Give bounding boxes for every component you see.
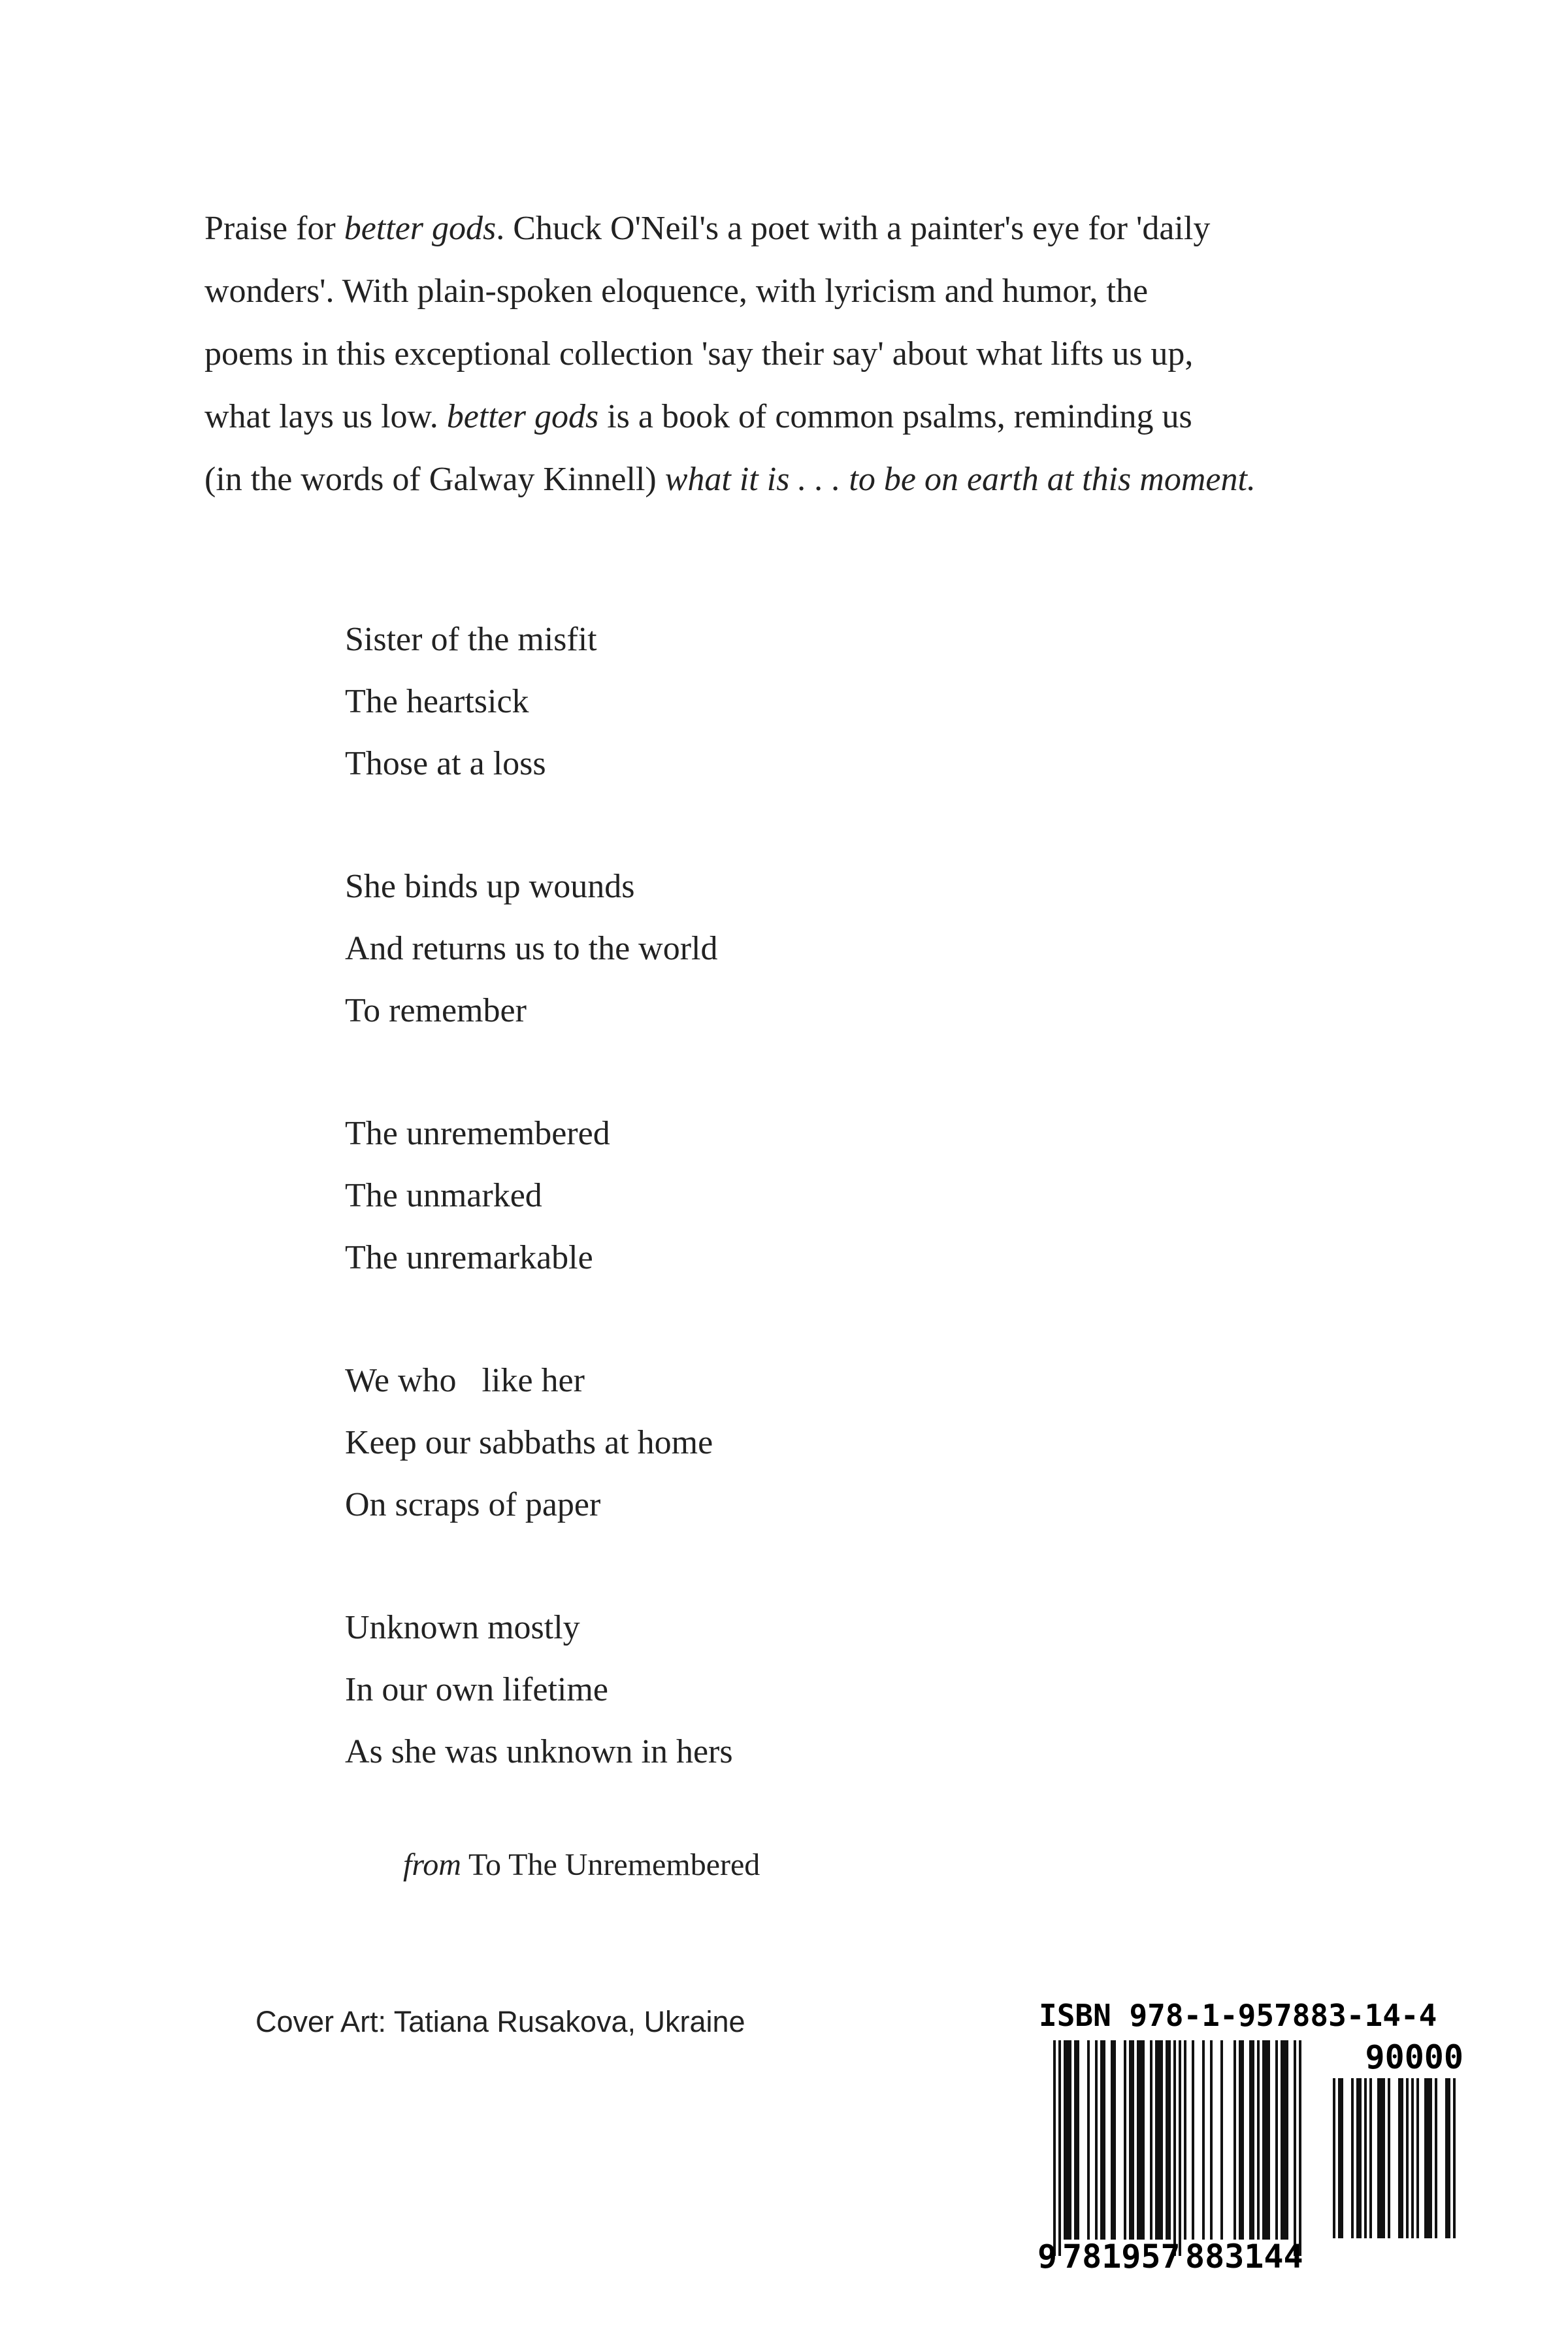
barcode-bar — [1210, 2040, 1213, 2240]
barcode-bar — [1233, 2040, 1236, 2240]
barcode-bar — [1338, 2078, 1341, 2238]
barcode-bar — [1087, 2040, 1090, 2240]
barcode-bar — [1142, 2040, 1145, 2240]
praise-text: wonders'. With plain-spoken eloquence, with lyricism and humor, the — [204, 273, 1149, 310]
barcode-bar — [1448, 2078, 1450, 2238]
barcode-bar — [1069, 2040, 1071, 2240]
poem-line: To remember — [345, 992, 527, 1029]
barcode-bar — [1424, 2078, 1427, 2238]
barcode-bar — [1074, 2040, 1077, 2240]
barcode-bar — [1150, 2040, 1152, 2240]
barcode-bar — [1275, 2040, 1278, 2240]
barcode-bar — [1265, 2040, 1267, 2240]
praise-line — [204, 197, 1256, 260]
attribution-title: To The Unremembered — [461, 1847, 760, 1882]
praise-blurb — [204, 197, 1256, 511]
barcode-bar — [1333, 2078, 1335, 2238]
barcode-bar — [1239, 2040, 1241, 2240]
praise-text: what lays us low. — [204, 398, 447, 435]
barcode-bar — [1416, 2078, 1419, 2238]
barcode-bar — [1179, 2040, 1181, 2256]
barcode-bar — [1294, 2040, 1296, 2256]
barcode-bar — [1113, 2040, 1116, 2240]
poem-line: As she was unknown in hers — [345, 1733, 733, 1770]
barcode-bar — [1160, 2040, 1163, 2240]
barcode-bar — [1341, 2078, 1343, 2238]
barcode-bar — [1168, 2040, 1171, 2240]
barcode-bar — [1427, 2078, 1429, 2238]
praise-text: poems in this exceptional collection 'say their say' about what lifts us up, — [204, 335, 1194, 373]
praise-line — [204, 448, 1256, 511]
kinnell-quote-italic: what it is . . . to be on earth at this moment. — [664, 461, 1256, 498]
barcode-bar — [1173, 2040, 1176, 2256]
attribution-prefix: from — [403, 1847, 461, 1882]
barcode-bar — [1129, 2040, 1132, 2240]
barcode-digit: 9 — [1037, 2238, 1058, 2276]
barcode-bar — [1257, 2040, 1260, 2240]
isbn-barcode — [1019, 1993, 1490, 2294]
barcode-bar — [1453, 2078, 1456, 2238]
praise-text: Praise for — [204, 210, 344, 247]
barcode-bar — [1064, 2040, 1066, 2240]
barcode-bar — [1398, 2078, 1401, 2238]
barcode-bar — [1155, 2040, 1158, 2240]
barcode-bar — [1053, 2040, 1056, 2256]
barcode-bar — [1388, 2078, 1390, 2238]
barcode-bar — [1351, 2078, 1354, 2238]
barcode-bar — [1100, 2040, 1103, 2240]
barcode-bar — [1158, 2040, 1160, 2240]
barcode-bar — [1066, 2040, 1069, 2240]
book-title-italic: better gods — [344, 210, 497, 247]
barcode-bar — [1077, 2040, 1079, 2240]
poem-line: The unmarked — [345, 1177, 542, 1214]
barcode-bar — [1445, 2078, 1448, 2238]
barcode-bar — [1411, 2078, 1414, 2238]
barcode-bar — [1192, 2040, 1194, 2240]
barcode-bar — [1377, 2078, 1380, 2238]
barcode-bar — [1356, 2078, 1359, 2238]
barcode-bar — [1369, 2078, 1372, 2238]
praise-text: is a book of common psalms, reminding us — [598, 398, 1192, 435]
poem-line: On scraps of paper — [345, 1486, 601, 1523]
barcode-bar — [1283, 2040, 1286, 2240]
poem-line: Unknown mostly — [345, 1609, 580, 1646]
barcode-bar — [1124, 2040, 1126, 2240]
praise-line — [204, 386, 1256, 448]
poem-line: Keep our sabbaths at home — [345, 1424, 713, 1461]
poem-attribution — [403, 1834, 760, 1896]
barcode-bar — [1058, 2040, 1061, 2256]
barcode-digits-right: 883144 — [1185, 2238, 1303, 2276]
barcode-bar — [1132, 2040, 1134, 2240]
barcode-bar — [1103, 2040, 1105, 2240]
barcode-bar — [1095, 2040, 1098, 2240]
barcode-bar — [1220, 2040, 1223, 2240]
barcode-bar — [1166, 2040, 1168, 2240]
barcode-bar — [1249, 2040, 1252, 2240]
isbn-label: ISBN 978-1-957883-14-4 — [1039, 1998, 1437, 2033]
barcode-bar — [1429, 2078, 1432, 2238]
praise-line — [204, 323, 1256, 386]
poem-line: We who like her — [345, 1362, 585, 1399]
barcode-bar — [1241, 2040, 1244, 2240]
barcode-bar — [1252, 2040, 1254, 2240]
cover-art-credit: Cover Art: Tatiana Rusakova, Ukraine — [255, 2005, 745, 2038]
barcode-bar — [1364, 2078, 1367, 2238]
praise-text: . Chuck O'Neil's a poet with a painter's eye for 'daily — [496, 210, 1211, 247]
barcode-digits-left: 781957 — [1062, 2238, 1181, 2276]
poem-line: In our own lifetime — [345, 1671, 608, 1708]
barcode-bar — [1382, 2078, 1385, 2238]
poem-line: The heartsick — [345, 683, 529, 720]
poem-line: The unremarkable — [345, 1239, 593, 1276]
addon-digits: 90000 — [1365, 2038, 1463, 2076]
barcode-bar — [1299, 2040, 1301, 2256]
barcode-bar — [1267, 2040, 1270, 2240]
barcode-bar — [1401, 2078, 1403, 2238]
barcode-bar — [1111, 2040, 1113, 2240]
barcode-bar — [1380, 2078, 1382, 2238]
barcode-bar — [1139, 2040, 1142, 2240]
poem-line: And returns us to the world — [345, 930, 718, 967]
barcode-bar — [1359, 2078, 1362, 2238]
barcode-bar — [1281, 2040, 1283, 2240]
barcode-bar — [1406, 2078, 1409, 2238]
book-title-italic: better gods — [446, 398, 599, 435]
praise-text: (in the words of Galway Kinnell) — [204, 461, 665, 498]
poem-line: Those at a loss — [345, 745, 546, 782]
poem-line: The unremembered — [345, 1115, 610, 1152]
barcode-bar — [1286, 2040, 1288, 2240]
poem-line: Sister of the misfit — [345, 621, 597, 658]
praise-line — [204, 260, 1256, 323]
barcode-bar — [1137, 2040, 1139, 2240]
barcode-bar — [1435, 2078, 1437, 2238]
barcode-bar — [1184, 2040, 1186, 2240]
barcode-bar — [1202, 2040, 1205, 2240]
barcode-bar — [1262, 2040, 1265, 2240]
poem-line: She binds up wounds — [345, 868, 635, 905]
